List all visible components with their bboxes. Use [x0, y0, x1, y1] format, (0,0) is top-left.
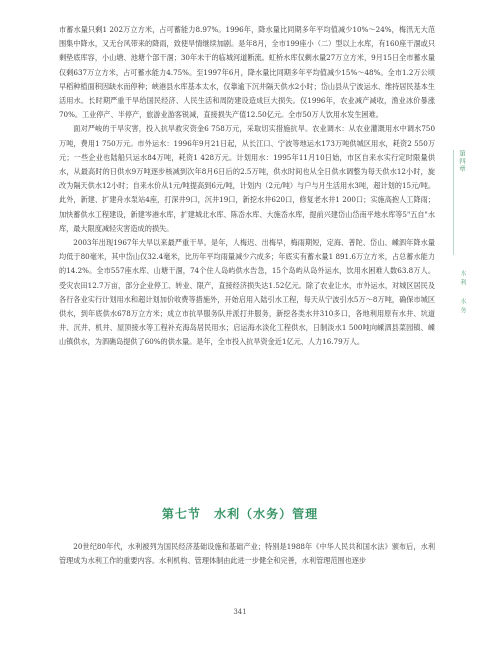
page-number: 341 [233, 608, 247, 616]
side-label-water-conservancy: 水利 [459, 270, 466, 288]
side-label-water-affairs: 水务 [459, 298, 466, 316]
paragraph-drought-2003: 2003年出现1967年大旱以来最严重干旱。是年，人梅迟、出梅早，梅雨期短，定海、普陀、岱山、嵊泗年降水量均低于80毫米，其中岱山仅32.4毫米，比历年平均雨量减少六成多；年底实有蓄水量1 891.6万立方米，占总蓄水能力的14.2%。全市557座水库、山塘干涸，74个住人岛屿供水告急，15个岛屿从岛外运水，饮用水困难人数63.8万人。受灾农田12.7万亩，部分企业停工、转业、限产，直接经济损失达1.52亿元。除了农业让水，市外运水，对城区居民及各行各业实行计划用水和超计划加价收费等措施外，开始启用入陆引水工程，每天从宁波引水5万～8万吨，确保市城区供水，到年底供水678万立方米；成立市抗旱服务队并派打井服务，新挖各类水井310多口，各地利用原有水井、坑道井、沉井、机井、屋顶接水等工程补充海岛居民用水；启运海水淡化工程供水，日制淡水1 500吨向嵊泗县菜园镇、嵊山镇供水，为泗礁岛提供了60%的供水量。是年，全市投入抗旱资金近1亿元、人力16.79万人。 [59, 238, 435, 347]
intro-paragraph: 20世纪80年代，水利被列为国民经济基础设施和基础产业；特别是1988年《中华人民共和国水法》颁布后，水利管理成为水利工作的重要内容。水利机构、管理体制由此进一步健全和完善，水利管理范围也逐步 [59, 542, 435, 566]
side-chapter-tab: 第四章 [458, 150, 466, 173]
side-tab-divider [453, 150, 454, 255]
body-text [59, 23, 435, 350]
section-title-text: 水利（水务）管理 [214, 507, 319, 521]
paragraph-relief-measures: 面对严峻的干旱灾害，投入抗旱救灾资金6 758万元，采取切实措施抗旱。农业调水：从农业灌溉用水中调水750万吨，费用1 750万元。市外运水：1996年9月21日起，从长江口、宁波等地运水173万吨供城区用水，耗资2 550万元；一些企业也陆船只运水84万吨，耗资1 428万元。计划用水：1995年11月10日始，市区自来水实行定时限量供水，从最高时的日供水9万吨逐步核减到次年8月6日后的2.5万吨，供水时间也从全日供水调整为每天供水12小时，旋改为隔天供水12小时；自来水价从1元/吨提高到6元/吨，计划内（2元/吨）与户与月生活用水3吨，超计划的15元/吨。此外，新建、扩建舟水泵站4座，打深井9口，沉井19口，新挖水井620口，修复老水井1 200口；实施高抱人工降雨；加快蓄供水工程建设，新建岑港水库，扩建城北水库、陈岙水库、大施岙水库，提前兴建岱山岱南平地水库等5"五自"水库，最大限度减轻灾害造成的损失。 [59, 124, 435, 233]
section-heading [0, 505, 480, 522]
intro-text [59, 540, 435, 568]
section-number: 第七节 [161, 507, 201, 521]
paragraph-drought-1996: 市蓄水量只剩1 202万立方米，占可蓄能力8.97%。1996年，降水量比同期多年平均值减少10%～24%，梅汛无大范围集中降水，又无台风带来的降雨，致使旱情继续加剧。是年8月，全市199座小（二）型以上水库，有160座干涸或只剩垫底库容，小山塘、池塘个部干涸；30年未干的临城河道断流。虹桥水库仅剩水量27万立方米，9月15日全市蓄水量仅剩637万立方米，占可蓄水能力4.75%。至1997年6月，降水量比同期多年平均值减少15%～48%。全市1.2万公顷早稻种植面积因缺水而停种；峡港县水库基本太水，仅靠逾下沉井隔天供水2小时；岱山县从宁波运水、维持居民基本生活用水。长时期严重干旱给国民经济、人民生活和周防建设造成巨大损失。仅1996年，农业减产减收，渔业冰价暴涨70%。工业停产、半停产，旅游业游客锐减，直接损失产值12.50亿元。全市50万人饮用水发生困难。 [59, 25, 435, 120]
